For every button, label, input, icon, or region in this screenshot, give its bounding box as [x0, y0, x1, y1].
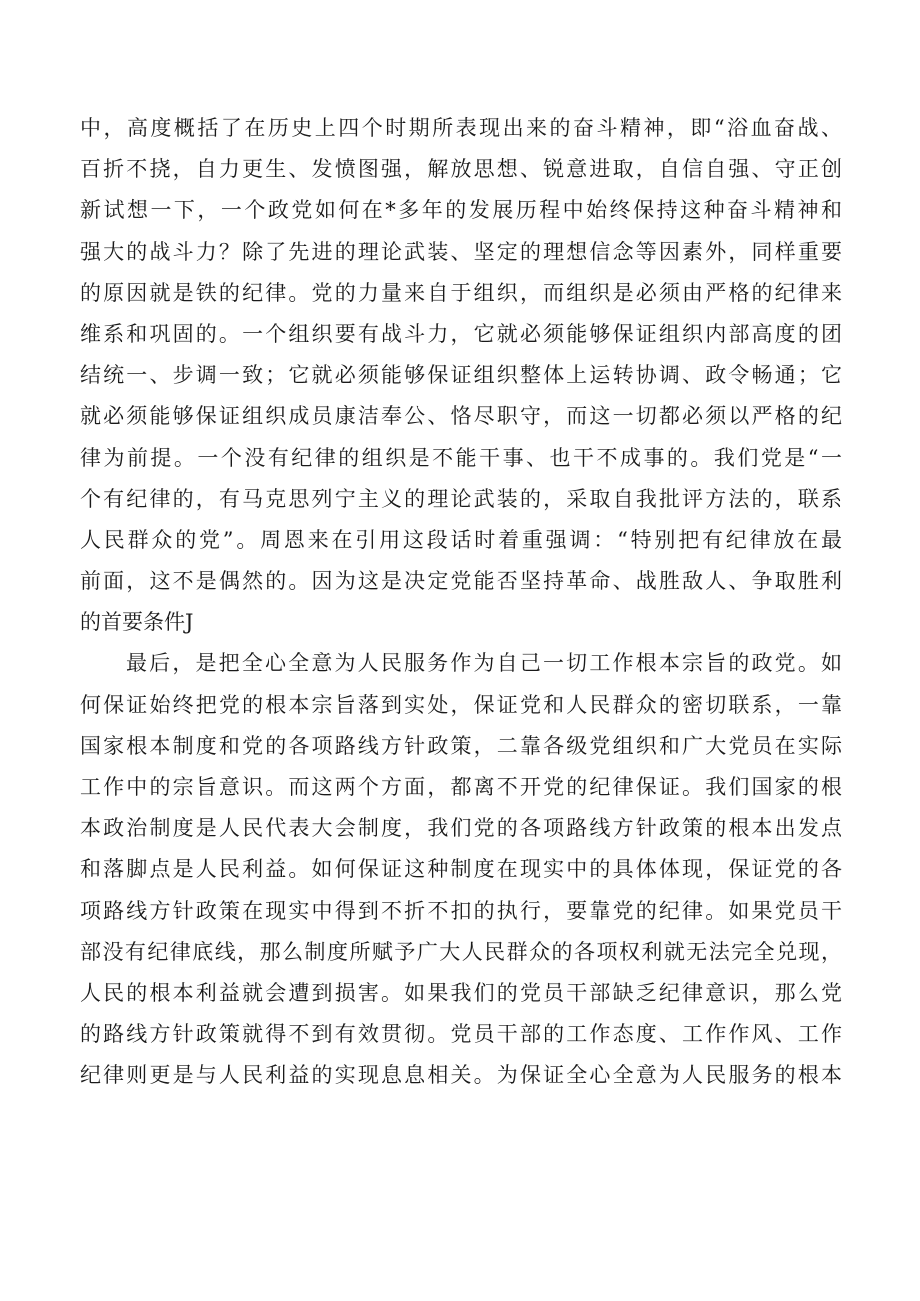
text-line: 的路线方针政策就得不到有效贯彻。党员干部的工作态度、工作作风、工作	[80, 1022, 842, 1047]
paragraph-2	[80, 643, 842, 1096]
text-line: 部没有纪律底线，那么制度所赋予广大人民群众的各项权利就无法完全兑现，	[80, 939, 842, 964]
text-line: 就必须能够保证组织成员康洁奉公、恪尽职守，而这一切都必须以严格的纪	[80, 404, 842, 429]
text-line: 的首要条件J	[80, 610, 194, 635]
text-line: 新试想一下，一个政党如何在*多年的发展历程中始终保持这种奋斗精神和	[80, 198, 842, 223]
text-line: 何保证始终把党的根本宗旨落到实处，保证党和人民群众的密切联系，一靠	[80, 692, 842, 717]
text-line: 中，高度概括了在历史上四个时期所表现出来的奋斗精神，即“浴血奋战、	[80, 116, 842, 140]
text-line: 维系和巩固的。一个组织要有战斗力，它就必须能够保证组织内部高度的团	[80, 321, 842, 346]
paragraph-1	[80, 108, 842, 643]
text-line: 律为前提。一个没有纪律的组织是不能干事、也干不成事的。我们党是“一	[80, 445, 842, 470]
text-line: 本政治制度是人民代表大会制度，我们党的各项路线方针政策的根本出发点	[80, 816, 842, 841]
text-line: 工作中的宗旨意识。而这两个方面，都离不开党的纪律保证。我们国家的根	[80, 775, 842, 799]
text-line: 最后，是把全心全意为人民服务作为自己一切工作根本宗旨的政党。如	[126, 651, 842, 676]
text-line: 和落脚点是人民利益。如何保证这种制度在现实中的具体体现，保证党的各	[80, 857, 842, 882]
text-line: 结统一、步调一致；它就必须能够保证组织整体上运转协调、政令畅通；它	[80, 363, 842, 388]
text-line: 前面，这不是偶然的。因为这是决定党能否坚持革命、战胜敌人、争取胜利	[80, 569, 842, 594]
text-line: 强大的战斗力？除了先进的理论武装、坚定的理想信念等因素外，同样重要	[80, 239, 842, 264]
text-line: 项路线方针政策在现实中得到不折不扣的执行，要靠党的纪律。如果党员干	[80, 898, 842, 923]
document-page	[80, 108, 842, 1097]
text-line: 国家根本制度和党的各项路线方针政策，二靠各级党组织和广大党员在实际	[80, 733, 842, 758]
text-line: 人民的根本利益就会遭到损害。如果我们的党员干部缺乏纪律意识，那么党	[80, 980, 842, 1005]
text-line: 个有纪律的，有马克思列宁主义的理论武装的，采取自我批评方法的，联系	[80, 486, 842, 511]
text-line: 纪律则更是与人民利益的实现息息相关。为保证全心全意为人民服务的根本	[80, 1063, 842, 1088]
text-line: 的原因就是铁的纪律。党的力量来自于组织，而组织是必须由严格的纪律来	[80, 280, 842, 305]
text-line: 百折不挠，自力更生、发愤图强，解放思想、锐意进取，自信自强、守正创	[80, 157, 842, 182]
text-line: 人民群众的党”。周恩来在引用这段话时着重强调：“特别把有纪律放在最	[80, 527, 842, 552]
